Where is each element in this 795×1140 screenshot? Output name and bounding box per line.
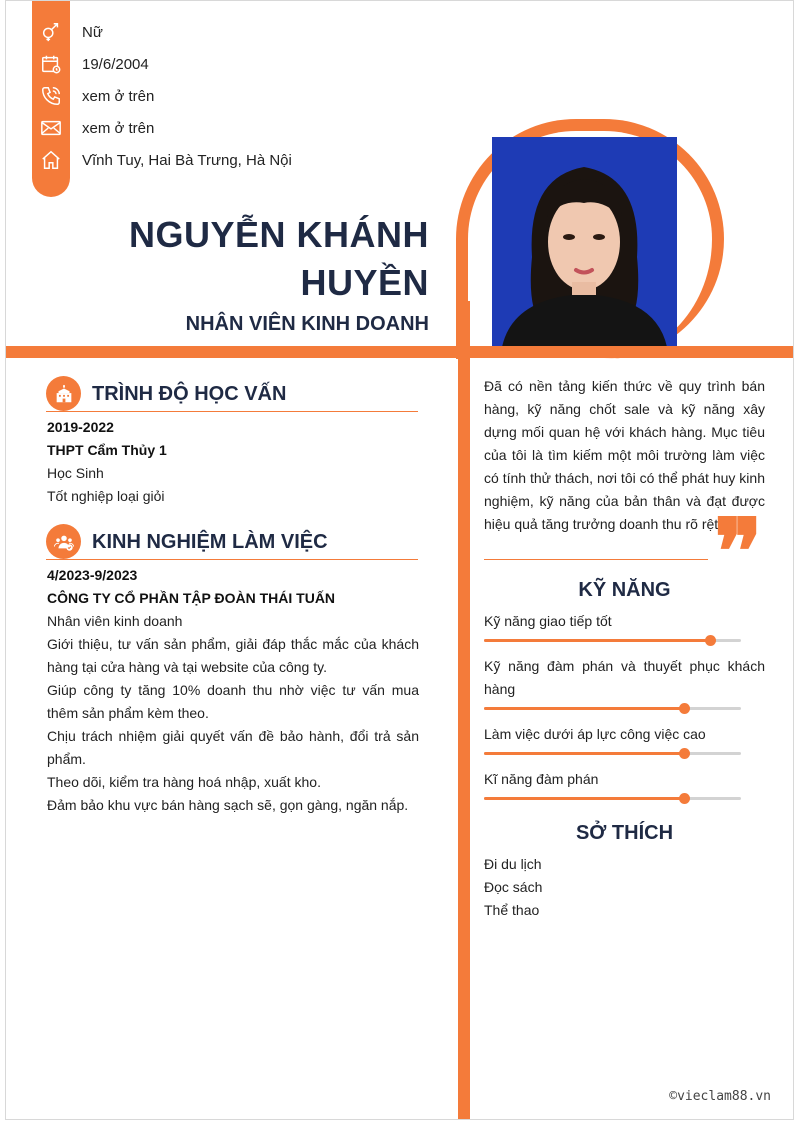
phone-icon	[32, 85, 70, 107]
skill-bar-fill	[484, 797, 684, 800]
hobby-item: Đi du lịch	[484, 856, 542, 872]
experience-company: CÔNG TY CỔ PHẦN TẬP ĐOÀN THÁI TUẤN	[47, 590, 336, 606]
skill-bar-fill	[484, 707, 684, 710]
education-role: Học Sinh	[47, 465, 104, 481]
skill-bar-knob	[679, 703, 690, 714]
birthday-text: 19/6/2004	[82, 55, 149, 73]
calendar-icon	[32, 53, 70, 75]
quote-mark-icon: ❞	[714, 499, 763, 605]
skill-label: Kỹ năng giao tiếp tốt	[484, 613, 612, 629]
experience-item: Giúp công ty tăng 10% doanh thu nhờ việc tư vấn mua thêm sản phẩm kèm theo.	[47, 682, 419, 721]
education-school: THPT Cẩm Thủy 1	[47, 442, 167, 458]
portrait-photo	[492, 137, 677, 347]
experience-item: Chịu trách nhiệm giải quyết vấn đề bảo hành, đổi trả sản phẩm.	[47, 728, 419, 767]
skill-bar	[484, 707, 741, 710]
hobby-item: Đọc sách	[484, 879, 543, 895]
education-entry	[47, 416, 419, 508]
skill-bar-fill	[484, 752, 684, 755]
education-note: Tốt nghiệp loại giỏi	[47, 488, 165, 504]
vertical-divider	[458, 301, 470, 1120]
contact-birthday	[32, 48, 149, 80]
experience-item: Đảm bảo khu vực bán hàng sạch sẽ, gọn gàng, ngăn nắp.	[47, 797, 409, 813]
address-text: Vĩnh Tuy, Hai Bà Trưng, Hà Nội	[82, 151, 292, 169]
email-text: xem ở trên	[82, 119, 155, 137]
team-icon	[46, 524, 81, 559]
contact-email	[32, 112, 154, 144]
contact-gender	[32, 16, 103, 48]
name-line-2: HUYỀN	[300, 262, 429, 303]
skill-bar-knob	[705, 635, 716, 646]
cv-page	[5, 0, 794, 1120]
experience-heading-label: KINH NGHIỆM LÀM VIỆC	[92, 531, 328, 553]
name-line-1: NGUYỄN KHÁNH	[128, 214, 429, 255]
mail-icon	[32, 117, 70, 139]
gender-icon	[32, 21, 70, 43]
experience-role: Nhân viên kinh doanh	[47, 613, 183, 629]
skill-label: Kĩ năng đàm phán	[484, 771, 599, 787]
skill-bar	[484, 797, 741, 800]
hobbies-heading: SỞ THÍCH	[575, 822, 674, 844]
candidate-position: NHÂN VIÊN KINH DOANH	[185, 313, 429, 335]
experience-item: Giới thiệu, tư vấn sản phẩm, giải đáp thắc mắc của khách hàng tại cửa hàng và tại website của công ty.	[47, 636, 419, 675]
education-heading-label: TRÌNH ĐỘ HỌC VẤN	[92, 383, 287, 405]
school-icon	[46, 376, 81, 411]
experience-entry	[47, 564, 419, 817]
skill-bar	[484, 639, 741, 642]
gender-text: Nữ	[82, 23, 103, 41]
career-summary: Đã có nền tảng kiến thức về quy trình bán hàng, kỹ năng chốt sale và kỹ năng xây dựng mối quan hệ với khách hàng. Mục tiêu của tôi là tìm kiếm một môi trường làm việc có tính thử thách, nơi tôi có thể phát huy kinh nghiệm, kỹ năng của bản thân và đạt được hiệu quả tăng trưởng doanh thu rõ rệt	[484, 378, 765, 532]
skills-heading: KỸ NĂNG	[578, 579, 671, 601]
skill-bar-fill	[484, 639, 710, 642]
quote-underline	[484, 559, 708, 560]
candidate-name	[69, 211, 429, 307]
contact-address	[32, 144, 292, 176]
experience-period: 4/2023-9/2023	[47, 567, 138, 583]
skill-label: Kỹ năng đàm phán và thuyết phục khách hàng	[484, 658, 765, 697]
footer-credit: ©vieclam88.vn	[669, 1089, 771, 1104]
education-heading	[46, 376, 418, 412]
experience-item: Theo dõi, kiểm tra hàng hoá nhập, xuất kho.	[47, 774, 321, 790]
education-period: 2019-2022	[47, 419, 114, 435]
skill-bar-knob	[679, 748, 690, 759]
home-icon	[32, 149, 70, 171]
experience-heading	[46, 524, 418, 560]
skill-bar	[484, 752, 741, 755]
skill-bar-knob	[679, 793, 690, 804]
skill-label: Làm việc dưới áp lực công việc cao	[484, 726, 706, 742]
hobby-item: Thể thao	[484, 902, 540, 918]
horizontal-divider	[6, 346, 794, 358]
contact-phone	[32, 80, 154, 112]
phone-text: xem ở trên	[82, 87, 155, 105]
